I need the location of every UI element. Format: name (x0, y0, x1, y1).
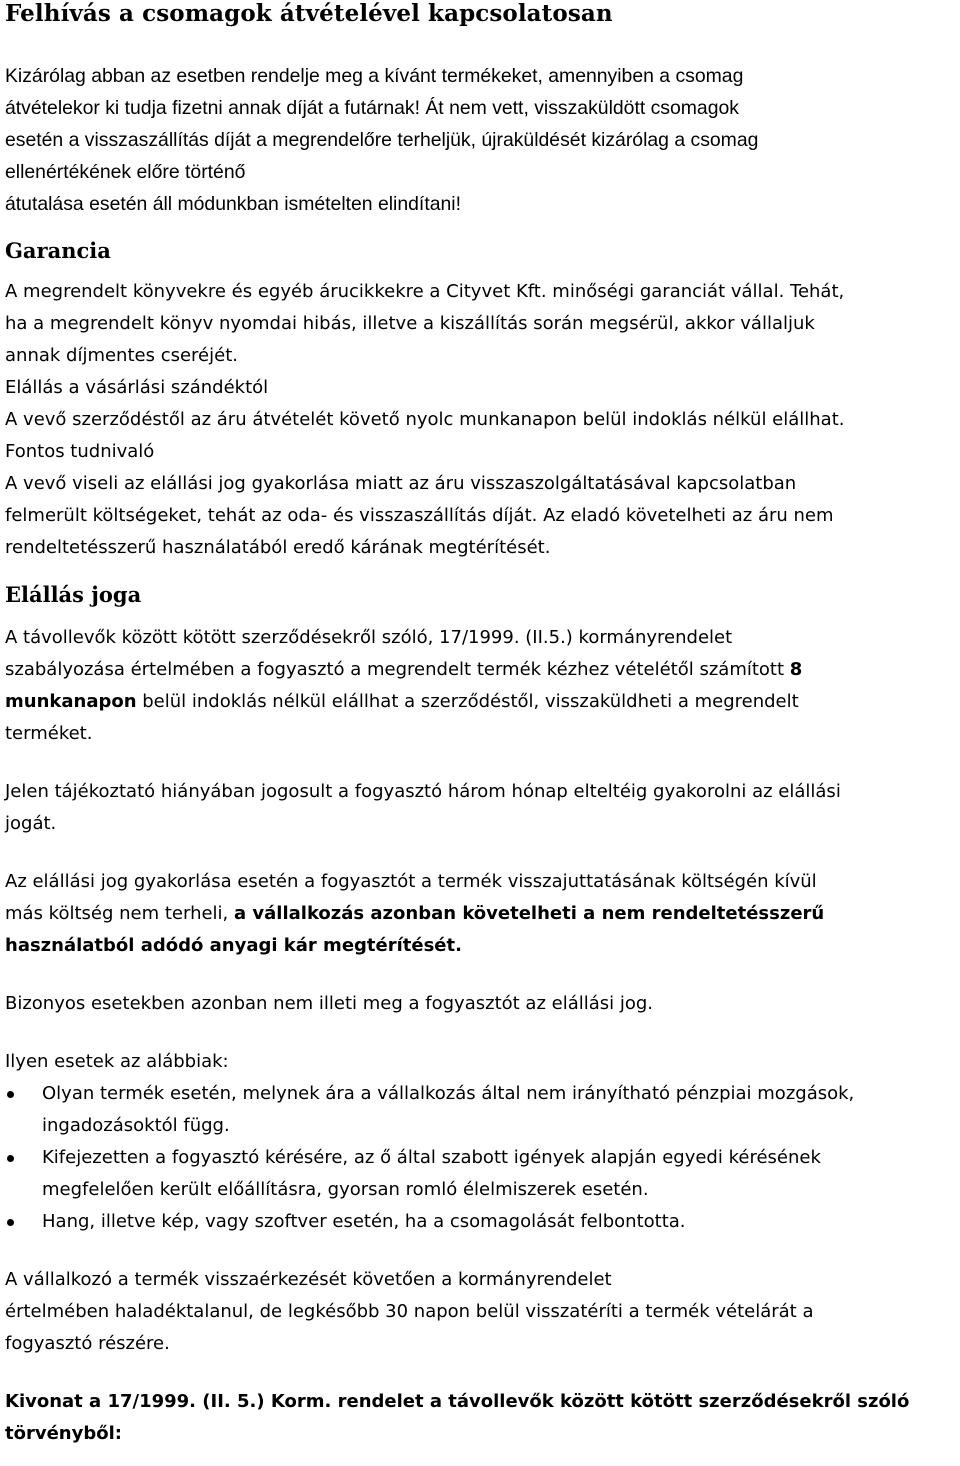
elallas-joga-heading: Elállás joga (5, 582, 142, 607)
garancia-line: annak díjmentes cseréjét. (5, 345, 238, 366)
list-item-text: Kifejezetten a fogyasztó kérésére, az ő által szabott igények alapján egyedi kérésének (42, 1147, 821, 1168)
list-item-text: ingadozásoktól függ. (42, 1115, 230, 1136)
bullet-icon (7, 1155, 14, 1162)
elallas-joga-line (5, 898, 956, 930)
kivonat-line: Kivonat a 17/1999. (II. 5.) Korm. rendelet a távollevők között kötött szerződésekről szóló (5, 1391, 910, 1412)
notice-line: Kizárólag abban az esetben rendelje meg a kívánt termékeket, amennyiben a csomag (5, 65, 744, 87)
notice-heading: Felhívás a csomagok átvételével kapcsolatosan (5, 0, 613, 27)
exceptions-list (5, 1078, 956, 1238)
elallas-joga-line: A távollevők között kötött szerződésekről szóló, 17/1999. (II.5.) kormányrendelet (5, 627, 733, 648)
elallas-joga-line (5, 654, 956, 686)
list-item-text: megfelelően került előállításra, gyorsan romló élelmiszerek esetén. (42, 1179, 649, 1200)
elallas-joga-line (5, 930, 956, 962)
kivonat-heading (5, 1386, 956, 1450)
elallas-joga-line: jogát. (5, 813, 57, 834)
garancia-paragraph (5, 276, 956, 372)
notice-line: átvételekor ki tudja fizetni annak díját a futárnak! Át nem vett, visszaküldött csomagok (5, 97, 739, 119)
notice-paragraph (5, 60, 956, 220)
elallas-szandek-heading: Elállás a vásárlási szándéktól (5, 377, 269, 398)
list-item-text: Hang, illetve kép, vagy szoftver esetén, ha a csomagolását felbontotta. (42, 1211, 686, 1232)
text-run: belül indoklás nélkül elállhat a szerződéstől, visszaküldheti a megrendelt (136, 691, 799, 712)
elallas-joga-paragraph-5 (5, 1264, 956, 1360)
kivonat-line: törvényből: (5, 1423, 122, 1444)
list-item (5, 1142, 956, 1206)
bold-run: használatból adódó anyagi kár megtérítését. (5, 935, 462, 956)
elallas-joga-line: Az elállási jog gyakorlása esetén a fogyasztót a termék visszajuttatásának költségén kívül (5, 871, 817, 892)
list-item-text: Olyan termék esetén, melynek ára a vállalkozás által nem irányítható pénzpiai mozgások, (42, 1083, 855, 1104)
fontos-line: A vevő viseli az elállási jog gyakorlása miatt az áru visszaszolgáltatásával kapcsolatban (5, 473, 797, 494)
elallas-joga-paragraph-4: Bizonyos esetekben azonban nem illeti meg a fogyasztót az elállási jog. (5, 993, 654, 1014)
garancia-line: ha a megrendelt könyv nyomdai hibás, illetve a kiszállítás során megsérül, akkor vállaljuk (5, 313, 815, 334)
elallas-joga-line: A vállalkozó a termék visszaérkezését követően a kormányrendelet (5, 1269, 612, 1290)
fontos-line: felmerült költségeket, tehát az oda- és visszaszállítás díját. Az eladó követelheti az áru nem (5, 505, 834, 526)
elallas-joga-line: fogyasztó részére. (5, 1333, 170, 1354)
fontos-line: rendeltetésszerű használatából eredő kárának megtérítését. (5, 537, 551, 558)
list-item (5, 1206, 956, 1238)
text-run: szabályozása értelmében a fogyasztó a megrendelt termék kézhez vételétől számított (5, 659, 790, 680)
elallas-joga-line (5, 686, 956, 718)
elallas-joga-line: terméket. (5, 723, 93, 744)
elallas-joga-line: Jelen tájékoztató hiányában jogosult a fogyasztó három hónap elteltéig gyakorolni az elállási (5, 781, 841, 802)
elallas-szandek-line: A vevő szerződéstől az áru átvételét követő nyolc munkanapon belül indoklás nélkül elállhat. (5, 409, 845, 430)
notice-line: átutalása esetén áll módunkban ismételten elindítani! (5, 193, 461, 215)
elallas-joga-paragraph-1 (5, 622, 956, 750)
notice-line: esetén a visszaszállítás díját a megrendelőre terheljük, újraküldését kizárólag a csomag (5, 129, 759, 151)
elallas-joga-paragraph-2 (5, 776, 956, 840)
text-run: más költség nem terheli, (5, 903, 234, 924)
bold-run: 8 (789, 659, 803, 680)
bold-run: a vállalkozás azonban követelheti a nem rendeltetésszerű (234, 903, 825, 924)
bold-run: munkanapon (5, 691, 137, 712)
fontos-heading: Fontos tudnivaló (5, 441, 155, 462)
garancia-line: A megrendelt könyvekre és egyéb árucikkekre a Cityvet Kft. minőségi garanciát vállal. Tehát, (5, 281, 845, 302)
elallas-joga-paragraph-3 (5, 866, 956, 962)
list-item (5, 1078, 956, 1142)
garancia-heading: Garancia (5, 238, 111, 263)
elallas-joga-line: értelmében haladéktalanul, de legkésőbb 30 napon belül visszatéríti a termék vételárát a (5, 1301, 814, 1322)
bullet-icon (7, 1091, 14, 1098)
exceptions-heading: Ilyen esetek az alábbiak: (5, 1051, 229, 1072)
notice-line: ellenértékének előre történő (5, 161, 246, 183)
bullet-icon (7, 1219, 14, 1226)
